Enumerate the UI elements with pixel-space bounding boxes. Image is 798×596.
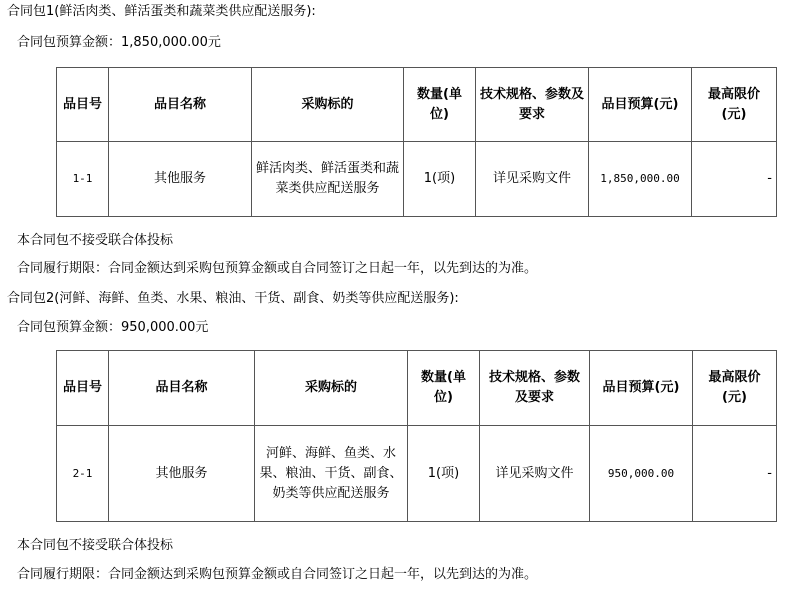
header-budget: 品目预算(元)	[590, 351, 693, 426]
package1-consortium: 本合同包不接受联合体投标	[17, 233, 174, 248]
package2-budget-line: 合同包预算金额：950,000.00元	[17, 320, 209, 335]
header-item-name: 品目名称	[109, 351, 255, 426]
cell-item-name: 其他服务	[109, 142, 252, 217]
header-spec: 技术规格、参数及要求	[480, 351, 590, 426]
package1-budget-line: 合同包预算金额：1,850,000.00元	[17, 35, 221, 50]
package2-header-row	[57, 351, 777, 426]
package1-table	[56, 67, 777, 217]
header-item-name: 品目名称	[109, 68, 252, 142]
header-item-no: 品目号	[57, 68, 109, 142]
header-subject: 采购标的	[255, 351, 408, 426]
cell-item-no: 2-1	[57, 426, 109, 522]
cell-spec: 详见采购文件	[476, 142, 589, 217]
cell-max-price: -	[693, 426, 777, 522]
package2-consortium: 本合同包不接受联合体投标	[17, 538, 174, 553]
package1-period: 合同履行期限：合同金额达到采购包预算金额或自合同签订之日起一年，以先到达的为准。	[17, 261, 538, 276]
cell-subject: 鲜活肉类、鲜活蛋类和蔬菜类供应配送服务	[252, 142, 404, 217]
header-max-price: 最高限价(元)	[693, 351, 777, 426]
header-max-price: 最高限价(元)	[692, 68, 777, 142]
package1-header-row	[57, 68, 777, 142]
header-quantity: 数量(单位)	[408, 351, 480, 426]
cell-quantity: 1(项)	[408, 426, 480, 522]
cell-quantity: 1(项)	[404, 142, 476, 217]
table-row	[57, 426, 777, 522]
cell-budget: 950,000.00	[590, 426, 693, 522]
cell-item-no: 1-1	[57, 142, 109, 217]
cell-max-price: -	[692, 142, 777, 217]
package2-period: 合同履行期限：合同金额达到采购包预算金额或自合同签订之日起一年，以先到达的为准。	[17, 567, 538, 582]
header-budget: 品目预算(元)	[589, 68, 692, 142]
header-spec: 技术规格、参数及要求	[476, 68, 589, 142]
header-quantity: 数量(单位)	[404, 68, 476, 142]
cell-item-name: 其他服务	[109, 426, 255, 522]
table-row	[57, 142, 777, 217]
package1-title: 合同包1(鲜活肉类、鲜活蛋类和蔬菜类供应配送服务):	[7, 4, 316, 19]
header-subject: 采购标的	[252, 68, 404, 142]
package2-table	[56, 350, 777, 522]
cell-budget: 1,850,000.00	[589, 142, 692, 217]
cell-spec: 详见采购文件	[480, 426, 590, 522]
cell-subject: 河鲜、海鲜、鱼类、水果、粮油、干货、副食、奶类等供应配送服务	[255, 426, 408, 522]
header-item-no: 品目号	[57, 351, 109, 426]
package2-title: 合同包2(河鲜、海鲜、鱼类、水果、粮油、干货、副食、奶类等供应配送服务):	[7, 291, 459, 306]
